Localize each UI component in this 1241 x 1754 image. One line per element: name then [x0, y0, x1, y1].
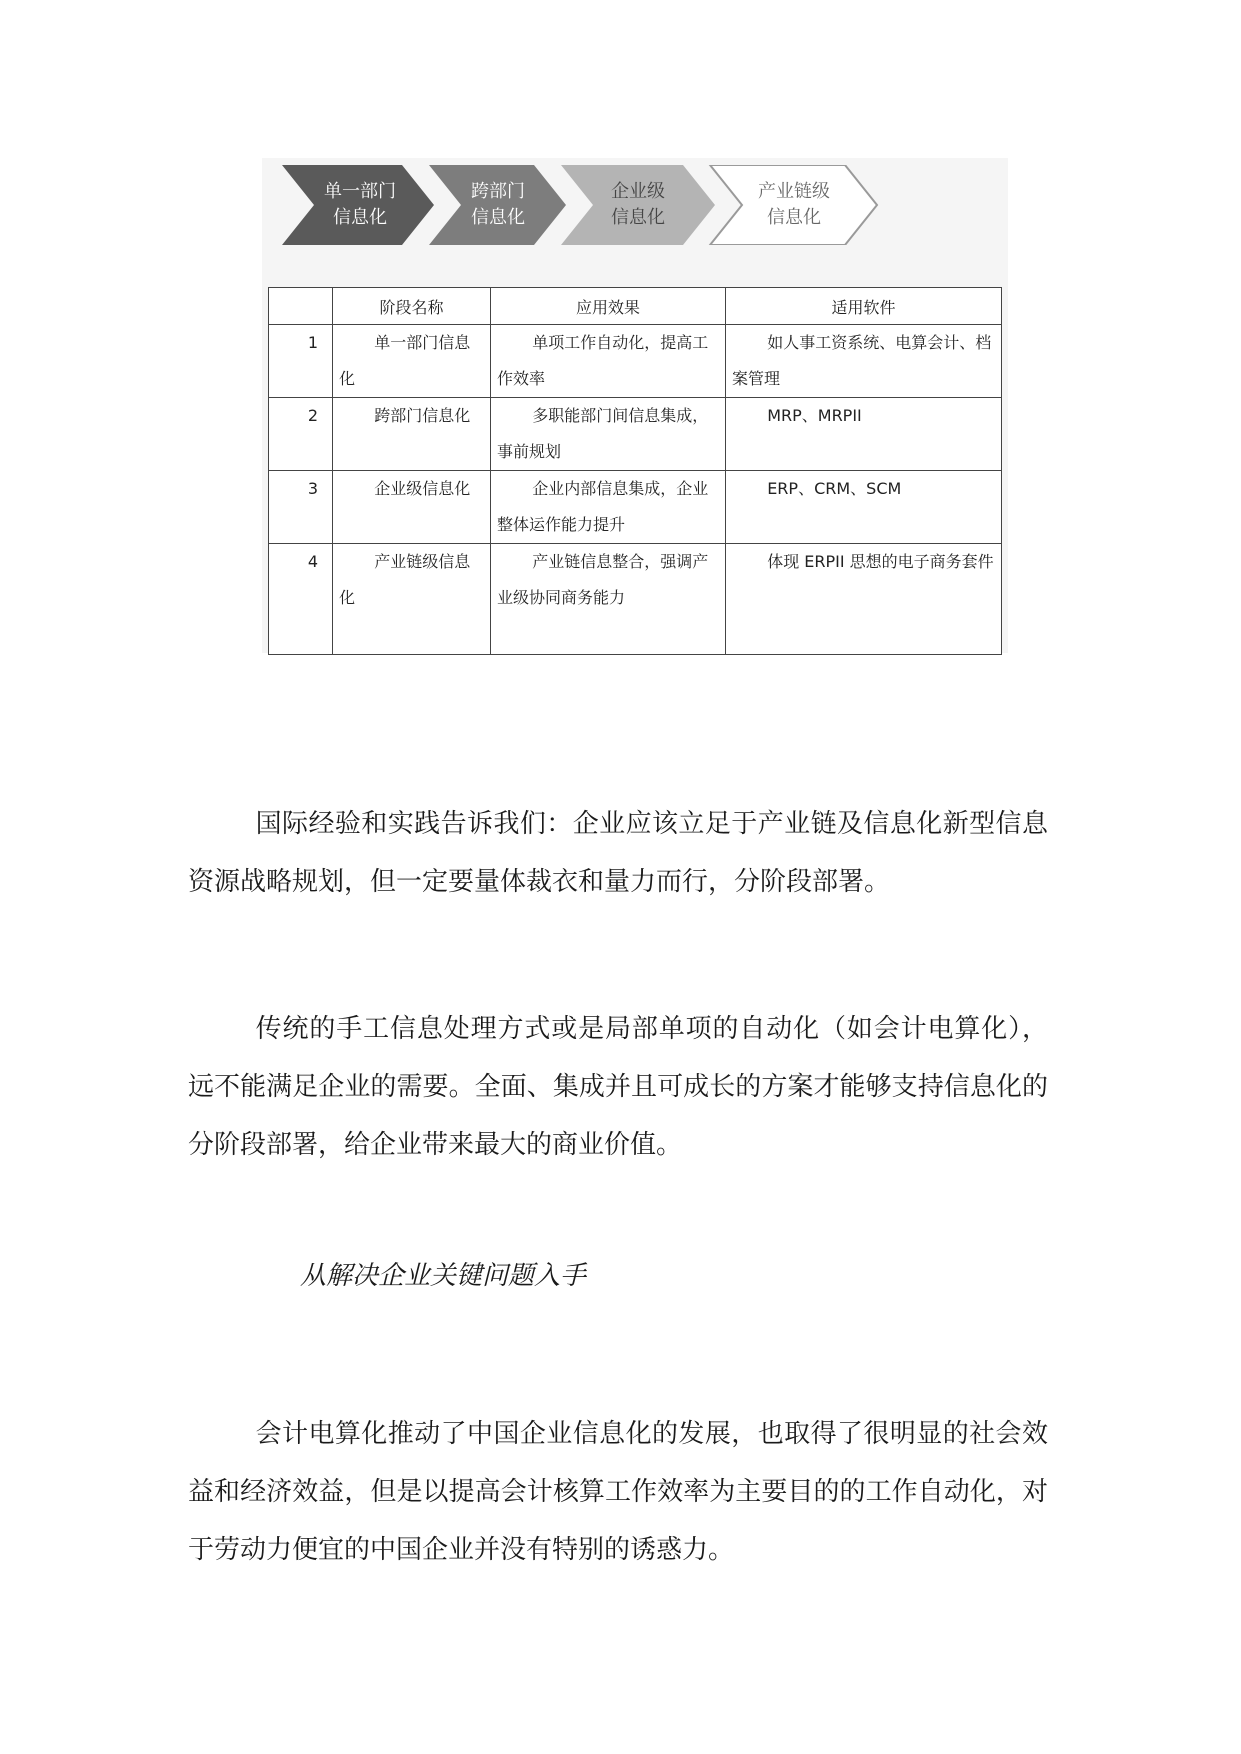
- chevron-shape-4: [710, 165, 877, 245]
- chevron-stage-4: [710, 165, 877, 245]
- chevron-stage-2: [429, 165, 566, 245]
- chevron-label-3a: 企业级: [611, 181, 665, 202]
- table-row: [269, 325, 1002, 398]
- row-software: 如人事工资系统、电算会计、档案管理: [726, 325, 1002, 398]
- header-software: 适用软件: [726, 288, 1002, 325]
- section-heading: 从解决企业关键问题入手: [300, 1261, 587, 1291]
- chevron-shape-2: [429, 165, 566, 245]
- chevron-label-2a: 跨部门: [471, 181, 525, 202]
- chevron-stage-3: [561, 165, 715, 245]
- row-effect: 单项工作自动化，提高工作效率: [491, 325, 726, 398]
- table-row: [269, 471, 1002, 544]
- paragraph-intro: 国际经验和实践告诉我们：企业应该立足于产业链及信息化新型信息资源战略规划，但一定要量体裁衣和量力而行，分阶段部署。: [188, 809, 1048, 897]
- chevron-stage-1: [282, 165, 434, 245]
- stage-table: [268, 287, 1002, 655]
- row-stage-name: 产业链级信息化: [333, 544, 491, 655]
- row-stage-name: 单一部门信息化: [333, 325, 491, 398]
- table-row: [269, 544, 1002, 655]
- row-effect: 产业链信息整合，强调产业级协同商务能力: [491, 544, 726, 655]
- paragraph-traditional: 传统的手工信息处理方式或是局部单项的自动化（如会计电算化），远不能满足企业的需要。全面、集成并且可成长的方案才能够支持信息化的分阶段部署，给企业带来最大的商业价值。: [188, 1014, 1048, 1160]
- row-software: MRP、MRPII: [726, 398, 1002, 471]
- row-software: 体现 ERPII 思想的电子商务套件: [726, 544, 1002, 655]
- chevron-label-4b: 信息化: [767, 207, 821, 228]
- chevron-label-4a: 产业链级: [758, 181, 830, 202]
- row-stage-name: 企业级信息化: [333, 471, 491, 544]
- header-num: [269, 288, 333, 325]
- row-effect: 企业内部信息集成，企业整体运作能力提升: [491, 471, 726, 544]
- chevron-label-1b: 信息化: [333, 207, 387, 228]
- stage-chevrons: [282, 165, 922, 245]
- row-num: 2: [269, 398, 333, 471]
- table-row: [269, 398, 1002, 471]
- row-stage-name: 跨部门信息化: [333, 398, 491, 471]
- chevron-label-2b: 信息化: [471, 207, 525, 228]
- row-software: ERP、CRM、SCM: [726, 471, 1002, 544]
- row-num: 4: [269, 544, 333, 655]
- chevron-label-1a: 单一部门: [324, 181, 396, 202]
- header-stage-name: 阶段名称: [333, 288, 491, 325]
- row-num: 1: [269, 325, 333, 398]
- row-effect: 多职能部门间信息集成，事前规划: [491, 398, 726, 471]
- row-num: 3: [269, 471, 333, 544]
- paragraph-accounting: 会计电算化推动了中国企业信息化的发展，也取得了很明显的社会效益和经济效益，但是以提高会计核算工作效率为主要目的的工作自动化，对于劳动力便宜的中国企业并没有特别的诱惑力。: [188, 1419, 1048, 1565]
- chevron-shape-3: [561, 165, 715, 245]
- chevron-shape-1: [282, 165, 434, 245]
- header-effect: 应用效果: [491, 288, 726, 325]
- table-header-row: [269, 288, 1002, 325]
- chevron-label-3b: 信息化: [611, 207, 665, 228]
